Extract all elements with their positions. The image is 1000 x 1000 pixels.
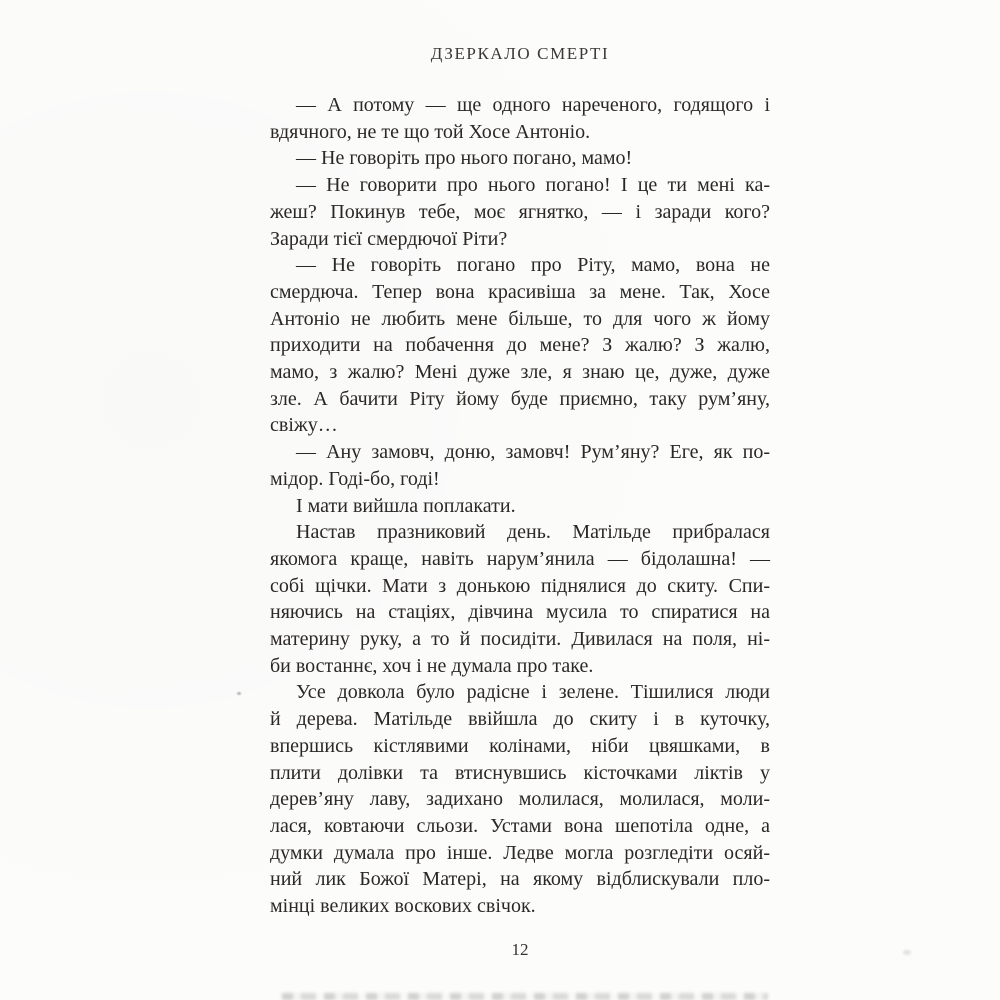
text-line: якомога краще, навіть нарум’янила — бідолашна! — [270,547,770,570]
scan-smudge [903,950,911,955]
paragraph [270,493,770,520]
text-line: мінці великих воскових свічок. [270,895,536,918]
text-line: ний лик Божої Матері, на якому відблискували пло- [270,868,770,891]
scan-bleed-artifact [282,993,768,1000]
text-line: дерев’яну лаву, задихано молилася, молилася, моли- [270,788,770,811]
paragraph [270,679,770,919]
text-line: няючись на стаціях, дівчина мусила то спиратися на [270,601,770,624]
text-line: Усе довкола було радісне і зелене. Тішилися люди [296,681,770,704]
paragraph [270,252,770,439]
text-line: мамо, з жалю? Мені дуже зле, я знаю це, дуже, дуже [270,361,770,384]
text-line: лася, ковтаючи сльози. Устами вона шепотіла одне, а [270,814,770,837]
text-line: Антоніо не любить мене більше, то для чого ж йому [270,307,770,330]
text-line: приходити на побачення до мене? З жалю? З жалю, [270,334,770,357]
text-line: вдячного, не те що той Хосе Антоніо. [270,120,591,143]
text-line: мідор. Годі-бо, годі! [270,467,440,490]
text-line: Заради тієї смердючої Ріти? [270,227,508,250]
paragraph [270,172,770,252]
text-line: впершись кістлявими колінами, ніби цвяшками, в [270,734,770,757]
running-header: ДЗЕРКАЛО СМЕРТІ [430,44,610,63]
text-line: Настав празниковий день. Матільде прибралася [296,521,770,544]
text-line: — Не говорити про нього погано! І це ти мені ка- [296,174,770,197]
text-line: материну руку, а то й посидіти. Дивилася на поля, ні- [270,628,770,651]
text-line: думки думала про інше. Ледве могла розгледіти осяй- [270,841,770,864]
text-line: й дерева. Матільде ввійшла до скиту і в куточку, [270,708,770,731]
text-line: жеш? Покинув тебе, моє ягнятко, — і заради кого? [270,200,770,223]
text-line: смердюча. Тепер вона красивіша за мене. Так, Хосе [270,280,770,303]
text-line: — Ану замовч, доню, замовч! Рум’яну? Еге, як по- [296,441,770,464]
paragraph [270,439,770,492]
paragraph [270,145,770,172]
text-line: І мати вийшла поплакати. [296,494,516,517]
text-line: би востаннє, хоч і не думала про таке. [270,654,594,677]
scan-speck [237,692,241,695]
text-line: свіжу… [270,414,338,437]
text-line: плити долівки та втиснувшись кісточками ліктів у [270,761,770,784]
text-line: собі щічки. Мати з донькою піднялися до скиту. Спи- [270,574,770,597]
paragraph [270,519,770,679]
text-line: зле. А бачити Ріту йому буде приємно, таку рум’яну, [270,387,770,410]
body-text-block [270,92,770,920]
text-line: — А потому — ще одного нареченого, годящого і [296,94,770,116]
text-line: — Не говоріть погано про Ріту, мамо, вона не [296,254,770,277]
text-line: — Не говоріть про нього погано, мамо! [296,147,633,170]
paragraph [270,92,770,145]
page-number: 12 [511,940,529,959]
